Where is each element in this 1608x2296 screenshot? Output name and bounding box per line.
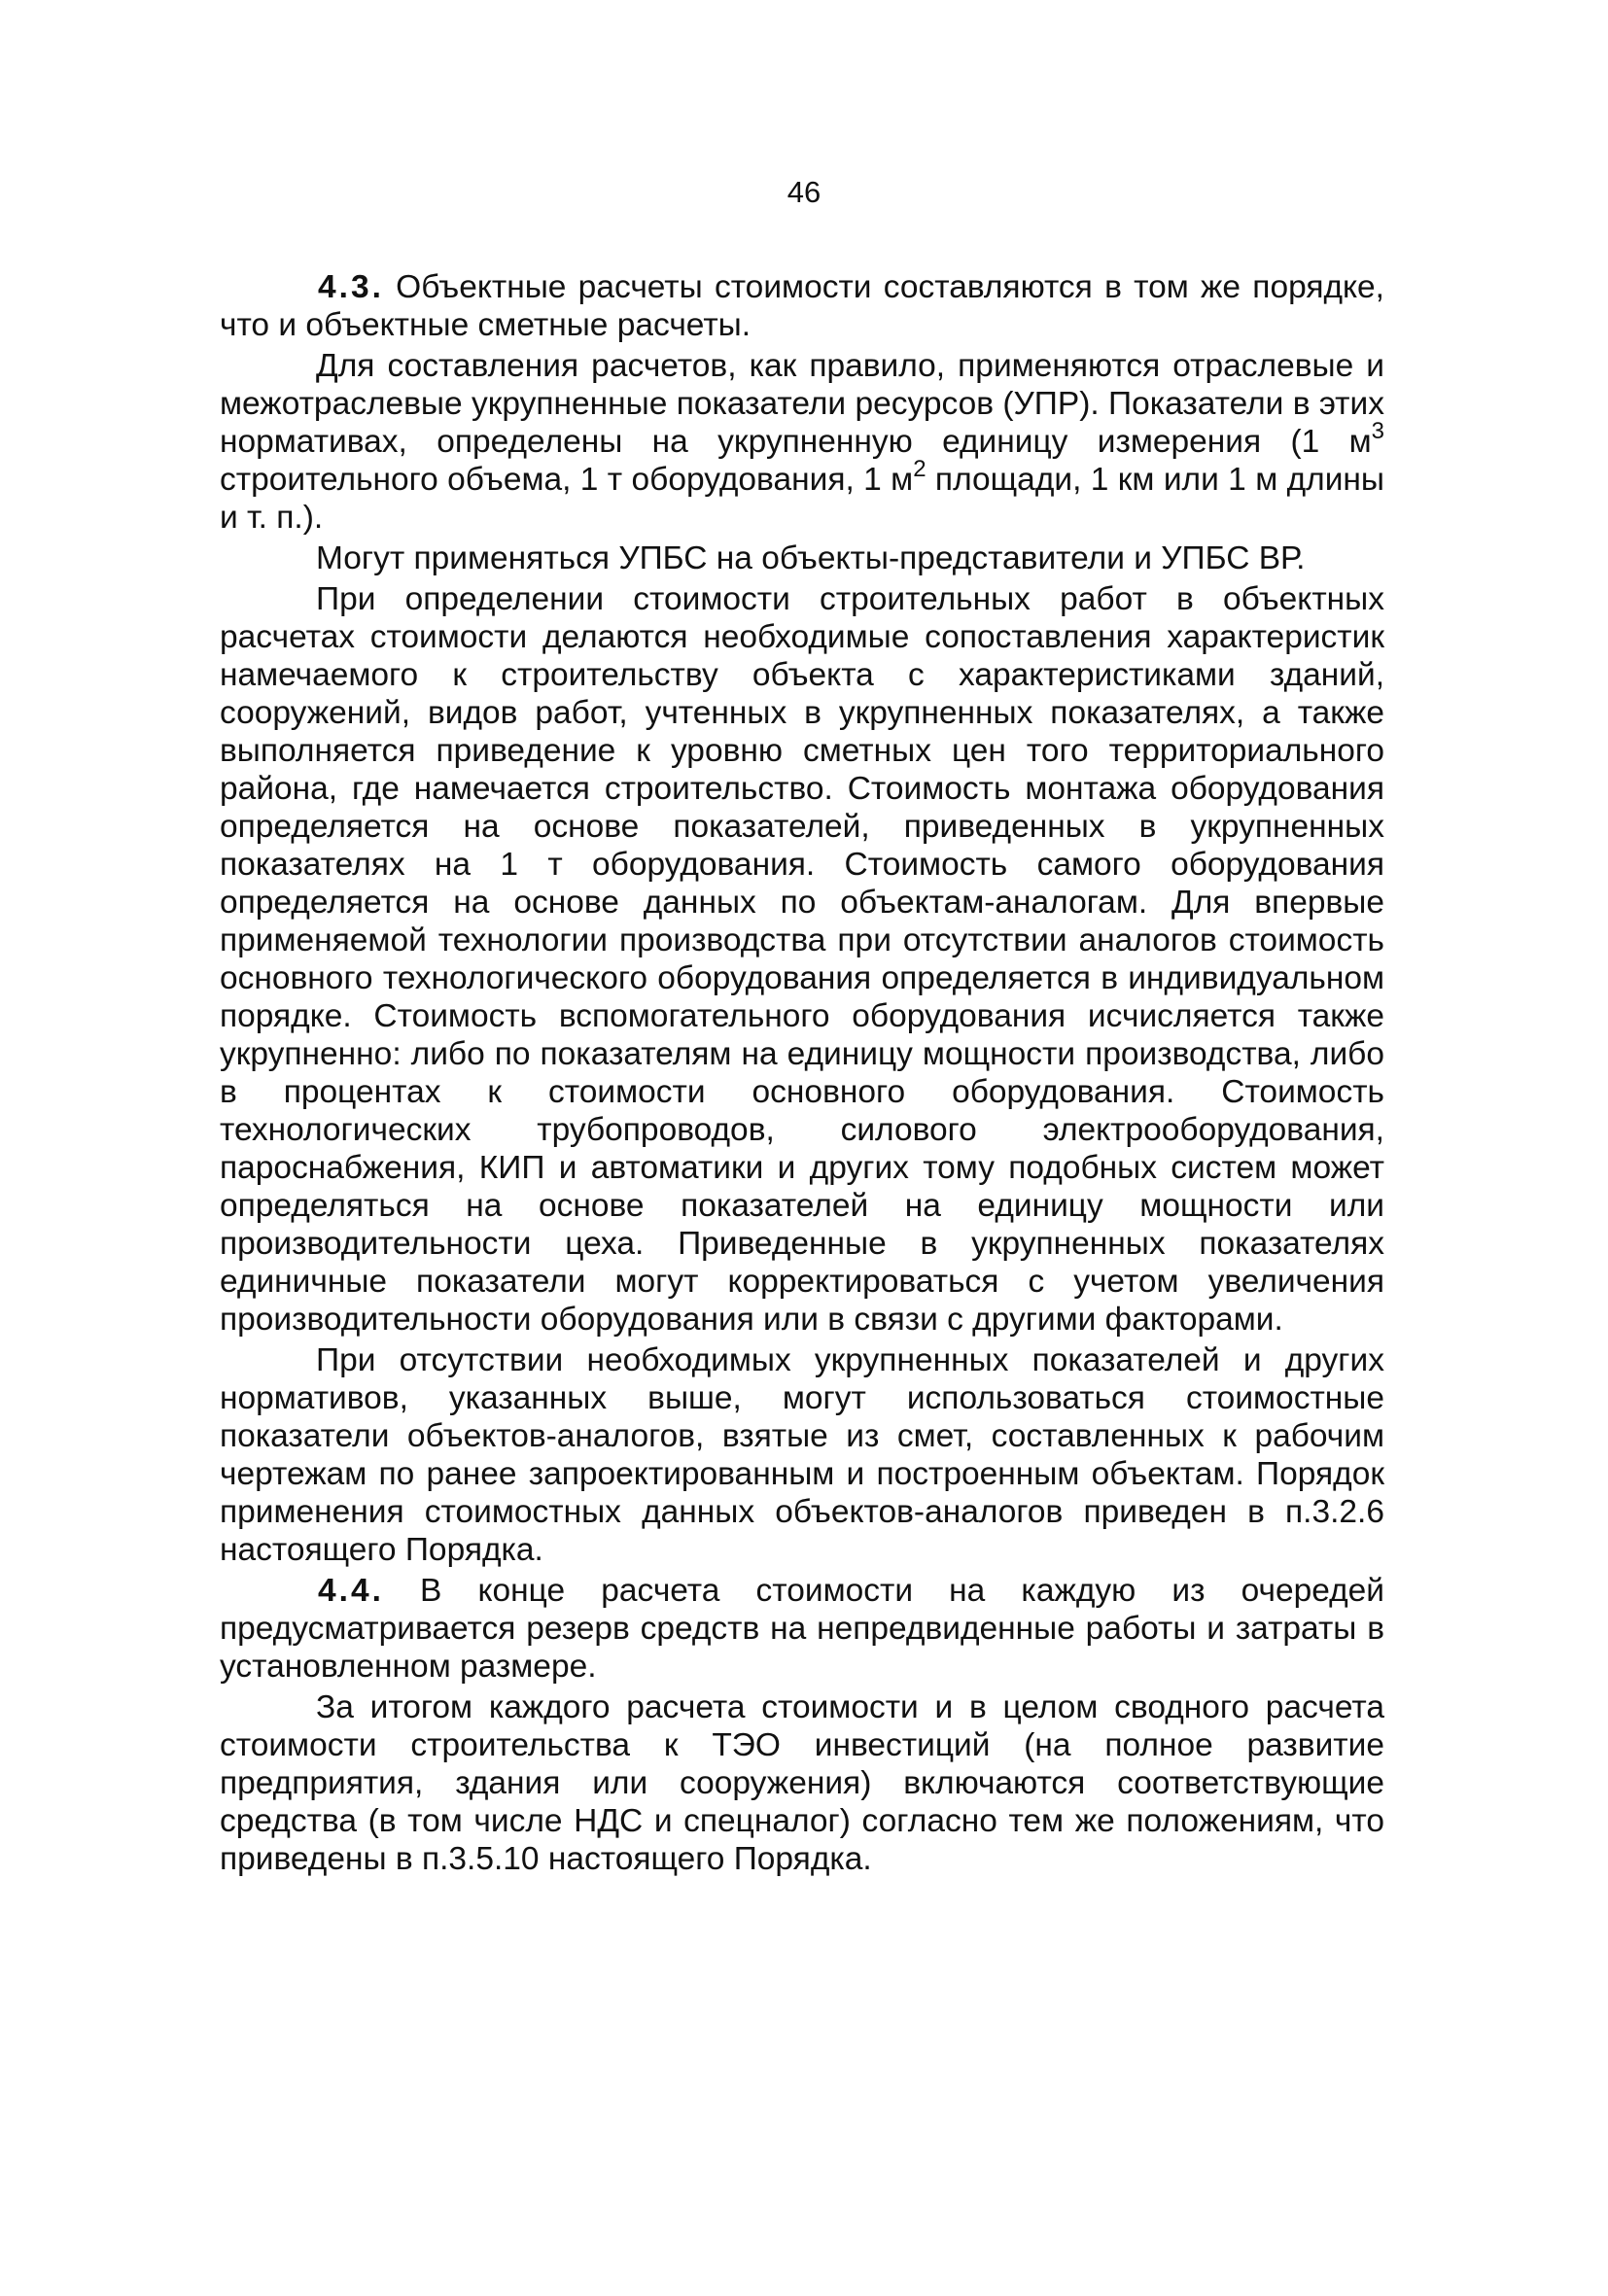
superscript-3: 3 xyxy=(1371,418,1384,444)
superscript-2: 2 xyxy=(913,456,926,482)
section-4-3-paragraph xyxy=(220,268,1384,344)
construction-cost-paragraph: При определении стоимости строительных работ в объектных расчетах стоимости делаются необходимые сопоставления характеристик намечаемого к строительству объекта с характеристиками зданий, сооружений, видов работ, учтенных в укрупненных показателях, а также выполняется приведение к уровню сметных цен того территориального района, где намечается строительство. Стоимость монтажа оборудования определяется на основе показателей, приведенных в укрупненных показателях на 1 т оборудования. Стоимость самого оборудования определяется на основе данных по объектам-аналогам. Для впервые применяемой технологии производства при отсутствии аналогов стоимость основного технологического оборудования определяется в индивидуальном порядке. Стоимость вспомогательного оборудования исчисляется также укрупненно: либо по показателям на единицу мощности производства, либо в процентах к стоимости основного оборудования. Стоимость технологических трубопроводов, силового электрооборудования, пароснабжения, КИП и автоматики и других тому подобных систем может определяться на основе показателей на единицу мощности или производительности цеха. Приведенные в укрупненных показателях единичные показатели могут корректироваться с учетом увеличения производительности оборудования или в связи с другими факторами. xyxy=(220,581,1384,1338)
section-text: Объектные расчеты стоимости составляются в том же порядке, что и объектные сметные расчеты. xyxy=(220,269,1384,343)
upbs-paragraph: Могут применяться УПБС на объекты-представители и УПБС ВР. xyxy=(316,540,1306,576)
section-number: 4.3. xyxy=(318,269,384,305)
paragraph-text: площади, 1 км или 1 м длины и т. п.). xyxy=(220,462,1384,536)
document-body xyxy=(220,268,1384,1881)
upr-paragraph xyxy=(220,347,1384,537)
paragraph-text: строительного объема, 1 т оборудования, 1 м xyxy=(220,462,914,498)
section-number: 4.4. xyxy=(318,1573,384,1609)
page-number: 46 xyxy=(787,175,821,209)
section-text: В конце расчета стоимости на каждую из очередей предусматривается резерв средств на непредвиденные работы и затраты в установленном размере. xyxy=(220,1573,1384,1685)
section-4-4-paragraph xyxy=(220,1572,1384,1686)
paragraph-text: Для составления расчетов, как правило, применяются отраслевые и межотраслевые укрупненные показатели ресурсов (УПР). Показатели в этих нормативах, определены на укрупненную единицу измерения (1 м xyxy=(220,348,1384,460)
summary-paragraph: За итогом каждого расчета стоимости и в целом сводного расчета стоимости строительства к ТЭО инвестиций (на полное развитие предприятия, здания или сооружения) включаются соответствующие средства (в том числе НДС и спецналог) согласно тем же положениям, что приведены в п.3.5.10 настоящего Порядка. xyxy=(220,1689,1384,1877)
analog-objects-paragraph: При отсутствии необходимых укрупненных показателей и других нормативов, указанных выше, могут использоваться стоимостные показатели объектов-аналогов, взятые из смет, составленных к рабочим чертежам по ранее запроектированным и построенным объектам. Порядок применения стоимостных данных объектов-аналогов приведен в п.3.2.6 настоящего Порядка. xyxy=(220,1342,1384,1568)
